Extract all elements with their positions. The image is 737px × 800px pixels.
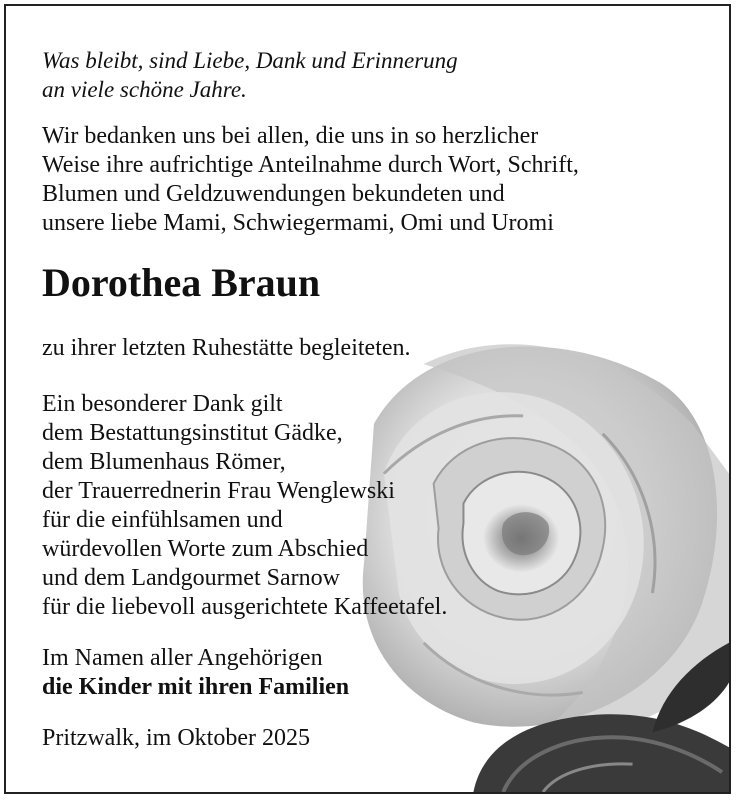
signoff-line: Im Namen aller Angehörigen xyxy=(42,645,323,671)
place-date: Pritzwalk, im Oktober 2025 xyxy=(42,725,310,751)
motto xyxy=(42,46,722,104)
thanks-line: für die einfühlsamen und xyxy=(42,507,283,533)
signoff-family: die Kinder mit ihren Familien xyxy=(42,674,350,700)
signoff xyxy=(42,644,722,702)
thanks-line: würdevollen Worte zum Abschied xyxy=(42,536,369,562)
deceased-name: Dorothea Braun xyxy=(42,260,321,305)
thanks-line: Ein besonderer Dank gilt xyxy=(42,391,283,417)
thanks-paragraph xyxy=(42,390,722,622)
intro-line: Weise ihre aufrichtige Anteilnahme durch Wort, Schrift, xyxy=(42,152,579,178)
thanks-line: für die liebevoll ausgerichtete Kaffeetafel. xyxy=(42,594,448,620)
thanks-line: dem Bestattungsinstitut Gädke, xyxy=(42,420,343,446)
thanks-line: der Trauerrednerin Frau Wenglewski xyxy=(42,478,395,504)
intro-paragraph xyxy=(42,122,722,238)
thanks-line: dem Blumenhaus Römer, xyxy=(42,449,286,475)
obituary-text xyxy=(42,46,722,753)
motto-line: Was bleibt, sind Liebe, Dank und Erinnerung xyxy=(42,48,458,73)
obituary-card xyxy=(4,4,731,794)
followup-line: zu ihrer letzten Ruhestätte begleiteten. xyxy=(42,335,411,361)
motto-line: an viele schöne Jahre. xyxy=(42,77,247,102)
intro-line: Blumen und Geldzuwendungen bekundeten und xyxy=(42,181,505,207)
intro-line: Wir bedanken uns bei allen, die uns in so herzlicher xyxy=(42,123,539,149)
intro-line: unsere liebe Mami, Schwiegermami, Omi und Uromi xyxy=(42,210,554,236)
thanks-line: und dem Landgourmet Sarnow xyxy=(42,565,340,591)
